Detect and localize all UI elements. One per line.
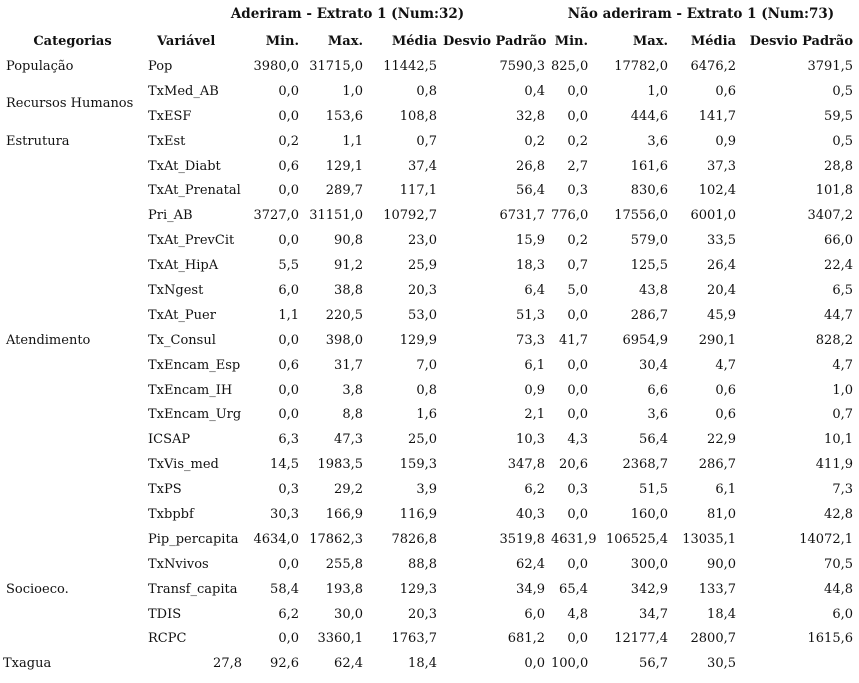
value-cell: 81,0 — [707, 506, 736, 522]
value-cell: 2,7 — [567, 158, 588, 174]
variable-cell: TxMed_AB — [148, 83, 219, 99]
value-cell: 6731,7 — [499, 208, 545, 224]
value-cell: 3,8 — [342, 382, 363, 398]
variable-cell: Pip_percapita — [148, 531, 239, 547]
value-cell: 47,3 — [334, 432, 363, 448]
value-cell: 12177,4 — [614, 631, 668, 647]
value-cell: 0,6 — [715, 407, 736, 423]
value-cell: 117,1 — [399, 183, 437, 199]
value-cell: 31715,0 — [309, 58, 363, 74]
value-cell: 3407,2 — [807, 208, 853, 224]
value-cell: 28,8 — [824, 158, 853, 174]
value-cell: 125,5 — [630, 258, 668, 274]
value-cell: 14072,1 — [799, 531, 853, 547]
variable-cell: Pri_AB — [148, 208, 193, 224]
category-cell: Atendimento — [6, 332, 91, 348]
value-cell: 22,4 — [824, 258, 853, 274]
value-cell: 11442,5 — [383, 58, 437, 74]
table-row — [0, 54, 856, 79]
value-cell: 6,6 — [647, 382, 668, 398]
value-cell: 0,0 — [567, 556, 588, 572]
value-cell: 4,7 — [715, 357, 736, 373]
variable-cell: TxEncam_IH — [148, 382, 233, 398]
value-cell: 90,8 — [334, 233, 363, 249]
col-header-max-aderiram: Max. — [327, 33, 363, 49]
value-cell: 17782,0 — [614, 58, 668, 74]
value-cell: 0,5 — [832, 133, 853, 149]
variable-cell: Transf_capita — [148, 581, 238, 597]
value-cell: 0,2 — [567, 133, 588, 149]
value-cell: 17862,3 — [309, 531, 363, 547]
value-cell: 73,3 — [516, 332, 545, 348]
value-cell: 6,1 — [524, 357, 545, 373]
value-cell: 2800,7 — [690, 631, 736, 647]
value-cell: 8,8 — [342, 407, 363, 423]
value-cell: 1983,5 — [317, 457, 363, 473]
value-cell: 825,0 — [551, 58, 589, 74]
value-cell: 0,7 — [832, 407, 853, 423]
value-cell: 398,0 — [325, 332, 363, 348]
value-cell: 101,8 — [815, 183, 853, 199]
value-cell: 0,0 — [567, 108, 588, 124]
value-cell: 3,6 — [647, 133, 668, 149]
value-cell: 0,0 — [278, 332, 299, 348]
value-cell: 34,9 — [516, 581, 545, 597]
value-cell: 1,0 — [342, 83, 363, 99]
value-cell: 3,6 — [647, 407, 668, 423]
value-cell: 0,6 — [278, 357, 299, 373]
value-cell: 53,0 — [408, 307, 437, 323]
value-cell: 7826,8 — [391, 531, 437, 547]
value-cell: 42,8 — [824, 506, 853, 522]
value-cell: 0,0 — [278, 382, 299, 398]
value-cell: 7590,3 — [499, 58, 545, 74]
value-cell: 59,5 — [824, 108, 853, 124]
statistics-table — [0, 28, 856, 676]
value-cell: 37,4 — [408, 158, 437, 174]
value-cell: 0,0 — [278, 233, 299, 249]
value-cell: 40,3 — [516, 506, 545, 522]
table-row — [0, 129, 856, 154]
value-cell: 6,5 — [832, 282, 853, 298]
value-cell: 0,0 — [567, 407, 588, 423]
category-cell: Socioeco. — [6, 581, 69, 597]
value-cell: 51,5 — [639, 482, 668, 498]
value-cell: 289,7 — [325, 183, 363, 199]
variable-cell: TxEst — [148, 133, 186, 149]
value-cell: 106525,4 — [605, 531, 668, 547]
value-cell: 100,0 — [551, 656, 589, 672]
value-cell: 0,8 — [416, 83, 437, 99]
value-cell: 56,4 — [516, 183, 545, 199]
variable-cell: TxNvivos — [148, 556, 209, 572]
value-cell: 31,7 — [334, 357, 363, 373]
value-cell: 1615,6 — [807, 631, 853, 647]
variable-cell: TDIS — [148, 606, 182, 622]
value-cell: 0,0 — [278, 83, 299, 99]
variable-cell: TxPS — [148, 482, 182, 498]
value-cell: 70,5 — [824, 556, 853, 572]
value-cell: 3791,5 — [807, 58, 853, 74]
value-cell: 10,3 — [516, 432, 545, 448]
value-cell: 2,1 — [524, 407, 545, 423]
value-cell: 0,8 — [416, 382, 437, 398]
value-cell: 45,9 — [707, 307, 736, 323]
table-row — [0, 154, 856, 179]
value-cell: 41,7 — [559, 332, 588, 348]
value-cell: 255,8 — [325, 556, 363, 572]
value-cell: 0,9 — [715, 133, 736, 149]
value-cell: 29,2 — [334, 482, 363, 498]
variable-cell: Pop — [148, 58, 173, 74]
value-cell: 6001,0 — [690, 208, 736, 224]
value-cell: 32,8 — [516, 108, 545, 124]
variable-cell: TxAt_Diabt — [148, 158, 221, 174]
value-cell: 44,8 — [824, 581, 853, 597]
variable-cell: TxNgest — [148, 282, 204, 298]
value-cell: 5,5 — [278, 258, 299, 274]
value-cell: 444,6 — [630, 108, 668, 124]
value-cell: 0,5 — [832, 83, 853, 99]
group-header-aderiram: Aderiram - Extrato 1 (Num:32) — [230, 6, 465, 22]
value-cell: 43,8 — [639, 282, 668, 298]
value-cell: 0,3 — [278, 482, 299, 498]
table-row — [0, 527, 856, 552]
value-cell: 0,0 — [278, 108, 299, 124]
col-header-media-nao-aderiram: Média — [690, 33, 736, 49]
group-header-nao-aderiram: Não aderiram - Extrato 1 (Num:73) — [567, 6, 835, 22]
value-cell: 88,8 — [408, 556, 437, 572]
variable-cell: TxVis_med — [148, 457, 219, 473]
value-cell: 7,0 — [416, 357, 437, 373]
column-header-row — [0, 28, 856, 54]
value-cell: 4,7 — [832, 357, 853, 373]
value-cell: 25,9 — [408, 258, 437, 274]
value-cell: 4634,0 — [253, 531, 299, 547]
value-cell: 91,2 — [334, 258, 363, 274]
value-cell: 0,6 — [715, 382, 736, 398]
value-cell: 347,8 — [507, 457, 545, 473]
col-header-desvio-nao-aderiram: Desvio Padrão — [749, 33, 853, 49]
value-cell: 108,8 — [399, 108, 437, 124]
value-cell: 30,4 — [639, 357, 668, 373]
value-cell: 6,0 — [832, 606, 853, 622]
value-cell: 342,9 — [630, 581, 668, 597]
variable-cell: TxAt_Prenatal — [148, 183, 241, 199]
value-cell: 166,9 — [325, 506, 363, 522]
value-cell: 159,3 — [399, 457, 437, 473]
value-cell: 1,6 — [416, 407, 437, 423]
value-cell: 23,0 — [408, 233, 437, 249]
value-cell: 33,5 — [707, 233, 736, 249]
value-cell: 286,7 — [630, 307, 668, 323]
value-cell: 27,8 — [213, 656, 242, 672]
value-cell: 161,6 — [630, 158, 668, 174]
value-cell: 18,3 — [516, 258, 545, 274]
table-body — [0, 54, 856, 676]
variable-cell: TxESF — [148, 108, 192, 124]
value-cell: 0,2 — [524, 133, 545, 149]
value-cell: 0,3 — [567, 183, 588, 199]
col-header-min-aderiram: Min. — [265, 33, 299, 49]
value-cell: 1,0 — [647, 83, 668, 99]
value-cell: 4631,9 — [551, 531, 597, 547]
value-cell: 290,1 — [698, 332, 736, 348]
value-cell: 65,4 — [559, 581, 588, 597]
value-cell: 56,4 — [639, 432, 668, 448]
value-cell: 44,7 — [824, 307, 853, 323]
value-cell: 30,3 — [270, 506, 299, 522]
value-cell: 25,0 — [408, 432, 437, 448]
value-cell: 37,3 — [707, 158, 736, 174]
col-header-categorias: Categorias — [33, 33, 112, 49]
table-row — [0, 79, 856, 104]
value-cell: 220,5 — [325, 307, 363, 323]
value-cell: 141,7 — [698, 108, 736, 124]
value-cell: 56,7 — [639, 656, 668, 672]
value-cell: 7,3 — [832, 482, 853, 498]
value-cell: 411,9 — [815, 457, 853, 473]
variable-cell: ICSAP — [148, 432, 191, 448]
value-cell: 6,1 — [715, 482, 736, 498]
value-cell: 26,4 — [707, 258, 736, 274]
value-cell: 15,9 — [516, 233, 545, 249]
value-cell: 14,5 — [270, 457, 299, 473]
variable-cell: Txagua — [3, 656, 52, 672]
col-header-min-nao-aderiram: Min. — [554, 33, 588, 49]
value-cell: 0,0 — [567, 631, 588, 647]
value-cell: 18,4 — [408, 656, 437, 672]
value-cell: 0,0 — [567, 307, 588, 323]
value-cell: 1,1 — [278, 307, 299, 323]
value-cell: 0,2 — [278, 133, 299, 149]
value-cell: 129,1 — [325, 158, 363, 174]
value-cell: 6,0 — [524, 606, 545, 622]
value-cell: 153,6 — [325, 108, 363, 124]
variable-cell: TxEncam_Esp — [148, 357, 241, 373]
value-cell: 286,7 — [698, 457, 736, 473]
value-cell: 30,0 — [334, 606, 363, 622]
value-cell: 0,6 — [278, 158, 299, 174]
value-cell: 133,7 — [698, 581, 736, 597]
variable-cell: TxAt_Puer — [148, 307, 216, 323]
value-cell: 0,4 — [524, 83, 545, 99]
value-cell: 90,0 — [707, 556, 736, 572]
variable-cell: TxAt_HipA — [148, 258, 219, 274]
value-cell: 20,3 — [408, 606, 437, 622]
value-cell: 13035,1 — [682, 531, 736, 547]
value-cell: 38,8 — [334, 282, 363, 298]
variable-cell: TxEncam_Urg — [148, 407, 242, 423]
variable-cell: RCPC — [148, 631, 187, 647]
col-header-media-aderiram: Média — [391, 33, 437, 49]
value-cell: 3360,1 — [317, 631, 363, 647]
value-cell: 0,0 — [567, 506, 588, 522]
value-cell: 22,9 — [707, 432, 736, 448]
value-cell: 3727,0 — [253, 208, 299, 224]
value-cell: 20,3 — [408, 282, 437, 298]
value-cell: 17556,0 — [614, 208, 668, 224]
value-cell: 20,6 — [559, 457, 588, 473]
category-cell: Recursos Humanos — [6, 96, 134, 112]
value-cell: 6,2 — [278, 606, 299, 622]
value-cell: 0,0 — [278, 407, 299, 423]
category-cell: Estrutura — [6, 133, 70, 149]
variable-cell: Tx_Consul — [148, 332, 216, 348]
value-cell: 3519,8 — [499, 531, 545, 547]
value-cell: 0,0 — [278, 556, 299, 572]
value-cell: 51,3 — [516, 307, 545, 323]
value-cell: 3980,0 — [253, 58, 299, 74]
value-cell: 6,3 — [278, 432, 299, 448]
value-cell: 3,9 — [416, 482, 437, 498]
value-cell: 6954,9 — [622, 332, 668, 348]
value-cell: 0,6 — [715, 83, 736, 99]
value-cell: 1,0 — [832, 382, 853, 398]
value-cell: 10792,7 — [383, 208, 437, 224]
value-cell: 92,6 — [270, 656, 299, 672]
value-cell: 681,2 — [507, 631, 545, 647]
value-cell: 4,8 — [567, 606, 588, 622]
value-cell: 0,0 — [278, 183, 299, 199]
value-cell: 6,2 — [524, 482, 545, 498]
variable-cell: Txbpbf — [148, 506, 194, 522]
value-cell: 0,7 — [567, 258, 588, 274]
value-cell: 0,0 — [567, 357, 588, 373]
value-cell: 0,3 — [567, 482, 588, 498]
value-cell: 0,0 — [278, 631, 299, 647]
value-cell: 18,4 — [707, 606, 736, 622]
value-cell: 4,3 — [567, 432, 588, 448]
value-cell: 58,4 — [270, 581, 299, 597]
col-header-max-nao-aderiram: Max. — [632, 33, 668, 49]
value-cell: 62,4 — [516, 556, 545, 572]
value-cell: 30,5 — [707, 656, 736, 672]
value-cell: 102,4 — [698, 183, 736, 199]
value-cell: 0,2 — [567, 233, 588, 249]
value-cell: 6476,2 — [690, 58, 736, 74]
value-cell: 160,0 — [630, 506, 668, 522]
value-cell: 31151,0 — [309, 208, 363, 224]
value-cell: 34,7 — [639, 606, 668, 622]
value-cell: 116,9 — [399, 506, 437, 522]
value-cell: 0,0 — [524, 656, 545, 672]
value-cell: 0,0 — [567, 382, 588, 398]
value-cell: 66,0 — [824, 233, 853, 249]
value-cell: 26,8 — [516, 158, 545, 174]
value-cell: 10,1 — [824, 432, 853, 448]
value-cell: 0,9 — [524, 382, 545, 398]
value-cell: 6,0 — [278, 282, 299, 298]
table-row — [0, 651, 856, 676]
col-header-desvio-aderiram: Desvio Padrão — [443, 33, 547, 49]
value-cell: 830,6 — [630, 183, 668, 199]
value-cell: 20,4 — [707, 282, 736, 298]
variable-cell: TxAt_PrevCit — [148, 233, 235, 249]
value-cell: 0,0 — [567, 83, 588, 99]
category-cell: População — [6, 58, 74, 74]
value-cell: 1,1 — [342, 133, 363, 149]
value-cell: 62,4 — [334, 656, 363, 672]
value-cell: 6,4 — [524, 282, 545, 298]
value-cell: 129,9 — [399, 332, 437, 348]
col-header-variavel: Variável — [157, 33, 216, 49]
value-cell: 0,7 — [416, 133, 437, 149]
value-cell: 579,0 — [630, 233, 668, 249]
value-cell: 1763,7 — [391, 631, 437, 647]
value-cell: 129,3 — [399, 581, 437, 597]
value-cell: 300,0 — [630, 556, 668, 572]
value-cell: 2368,7 — [622, 457, 668, 473]
value-cell: 193,8 — [325, 581, 363, 597]
value-cell: 5,0 — [567, 282, 588, 298]
value-cell: 776,0 — [551, 208, 589, 224]
value-cell: 828,2 — [815, 332, 853, 348]
